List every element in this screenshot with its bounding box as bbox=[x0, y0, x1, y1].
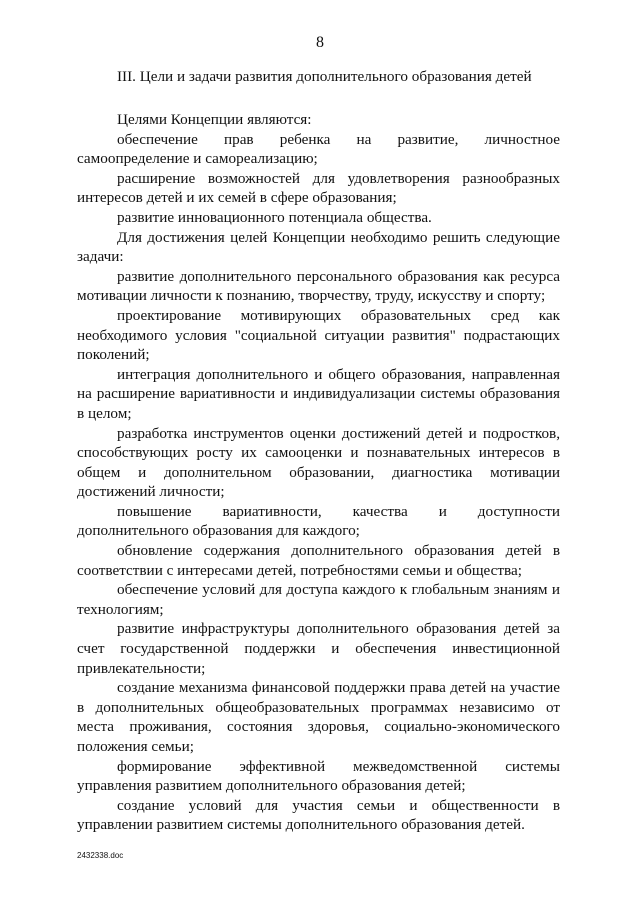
document-filename: 2432338.doc bbox=[77, 851, 124, 860]
paragraph: обеспечение прав ребенка на развитие, личностное самоопределение и самореализацию; bbox=[77, 130, 560, 168]
paragraph: развитие инновационного потенциала общества. bbox=[117, 208, 432, 226]
paragraph: повышение вариативности, качества и доступности дополнительного образования для каждого; bbox=[77, 502, 560, 540]
section-heading: III. Цели и задачи развития дополнительного образования детей bbox=[117, 68, 532, 85]
paragraph: развитие инфраструктуры дополнительного образования детей за счет государственной поддержки и обеспечения инвестиционной привлекательности; bbox=[77, 620, 560, 677]
paragraph: обеспечение условий для доступа каждого к глобальным знаниям и технологиям; bbox=[77, 581, 560, 618]
paragraph-tasks-intro: Для достижения целей Концепции необходимо решить следующие задачи: bbox=[77, 228, 560, 266]
paragraph: расширение возможностей для удовлетворения разнообразных интересов детей и их семей в сфере образования; bbox=[77, 169, 560, 207]
document-body bbox=[77, 110, 560, 835]
paragraph: разработка инструментов оценки достижений детей и подростков, способствующих росту их самооценки и познавательных интересов в общем и дополнительном образовании, диагностика мотивации достижений личности; bbox=[77, 424, 560, 501]
paragraph: развитие дополнительного персонального образования как ресурса мотивации личности к познанию, творчеству, труду, искусству и спорту; bbox=[77, 267, 560, 305]
paragraph-goals-intro: Целями Концепции являются: bbox=[117, 111, 312, 128]
paragraph: интеграция дополнительного и общего образования, направленная на расширение вариативности и индивидуализации системы образования в целом; bbox=[77, 365, 560, 422]
paragraph: проектирование мотивирующих образовательных сред как необходимого условия "социальной ситуации развития" подрастающих поколений; bbox=[77, 306, 560, 364]
paragraph: создание механизма финансовой поддержки права детей на участие в дополнительных общеобразовательных программах независимо от места проживания, состояния здоровья, социально-экономического положения семьи; bbox=[77, 679, 560, 755]
paragraph: создание условий для участия семьи и общественности в управлении развитием системы дополнительного образования детей. bbox=[77, 796, 560, 834]
paragraph: формирование эффективной межведомственной системы управления развитием дополнительного образования детей; bbox=[77, 757, 560, 795]
paragraph: обновление содержания дополнительного образования детей в соответствии с интересами детей, потребностями семьи и общества; bbox=[77, 542, 560, 579]
page-number: 8 bbox=[316, 34, 324, 51]
